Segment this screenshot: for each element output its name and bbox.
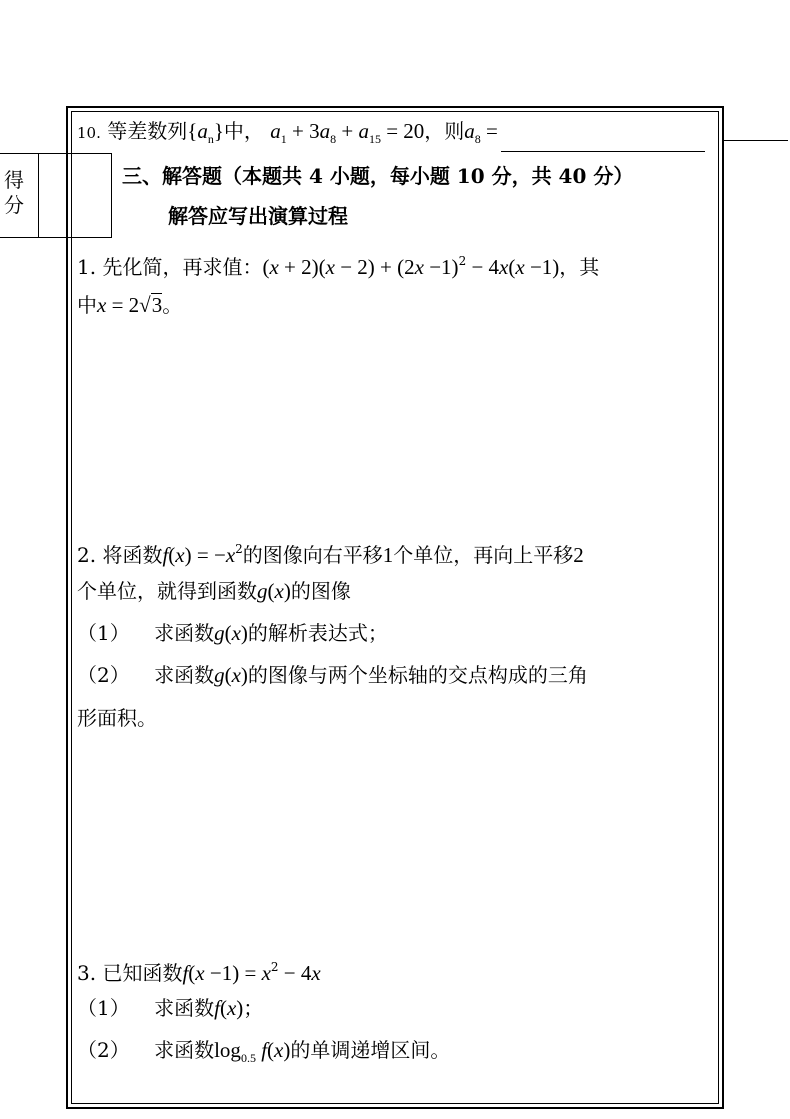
- question-2-line-1: 2. 将函数$f(x) = -x^2$的图像向右平移1个单位，再向上平移2: [77, 542, 584, 567]
- question-3-line-1: 3. 已知函数$f(x -1) = x^2 - 4x$: [77, 960, 321, 985]
- question-3-part-2: （2） 求函数$\log_{0.5} f(x)$的单调递增区间。: [77, 1038, 451, 1065]
- section-note: 解答应写出演算过程: [168, 204, 348, 228]
- question-2-line-2: 个单位，就得到函数g(x)的图像: [77, 579, 351, 603]
- question-1-line-1: 1. 先化简，再求值：$(x + 2)(x - 2) + (2x -1)^2 - 4x(x -1)$，其: [77, 254, 600, 279]
- question-2-part-1: （1） 求函数g(x)的解析表达式；: [77, 621, 388, 645]
- section-title: 三、解答题（本题共 4 小题，每小题 10 分，共 40 分）: [122, 164, 634, 188]
- question-2-part-2: （2） 求函数g(x)的图像与两个坐标轴的交点构成的三角: [77, 663, 588, 687]
- question-1-line-2: 中x = 2√3。: [77, 293, 183, 317]
- question-10: 10. 等差数列$\{a_n\}$中， $a_1 + 3a_8 + a_{15} = 20$，则$a_8$ =: [77, 118, 705, 152]
- score-divider: [38, 153, 39, 238]
- question-2-line-5: 形面积。: [77, 706, 157, 730]
- question-3-part-1: （1） 求函数f(x)；: [77, 996, 264, 1020]
- answer-blank[interactable]: [501, 131, 705, 152]
- answer-rule: [724, 140, 788, 141]
- score-label: 得分: [4, 168, 24, 217]
